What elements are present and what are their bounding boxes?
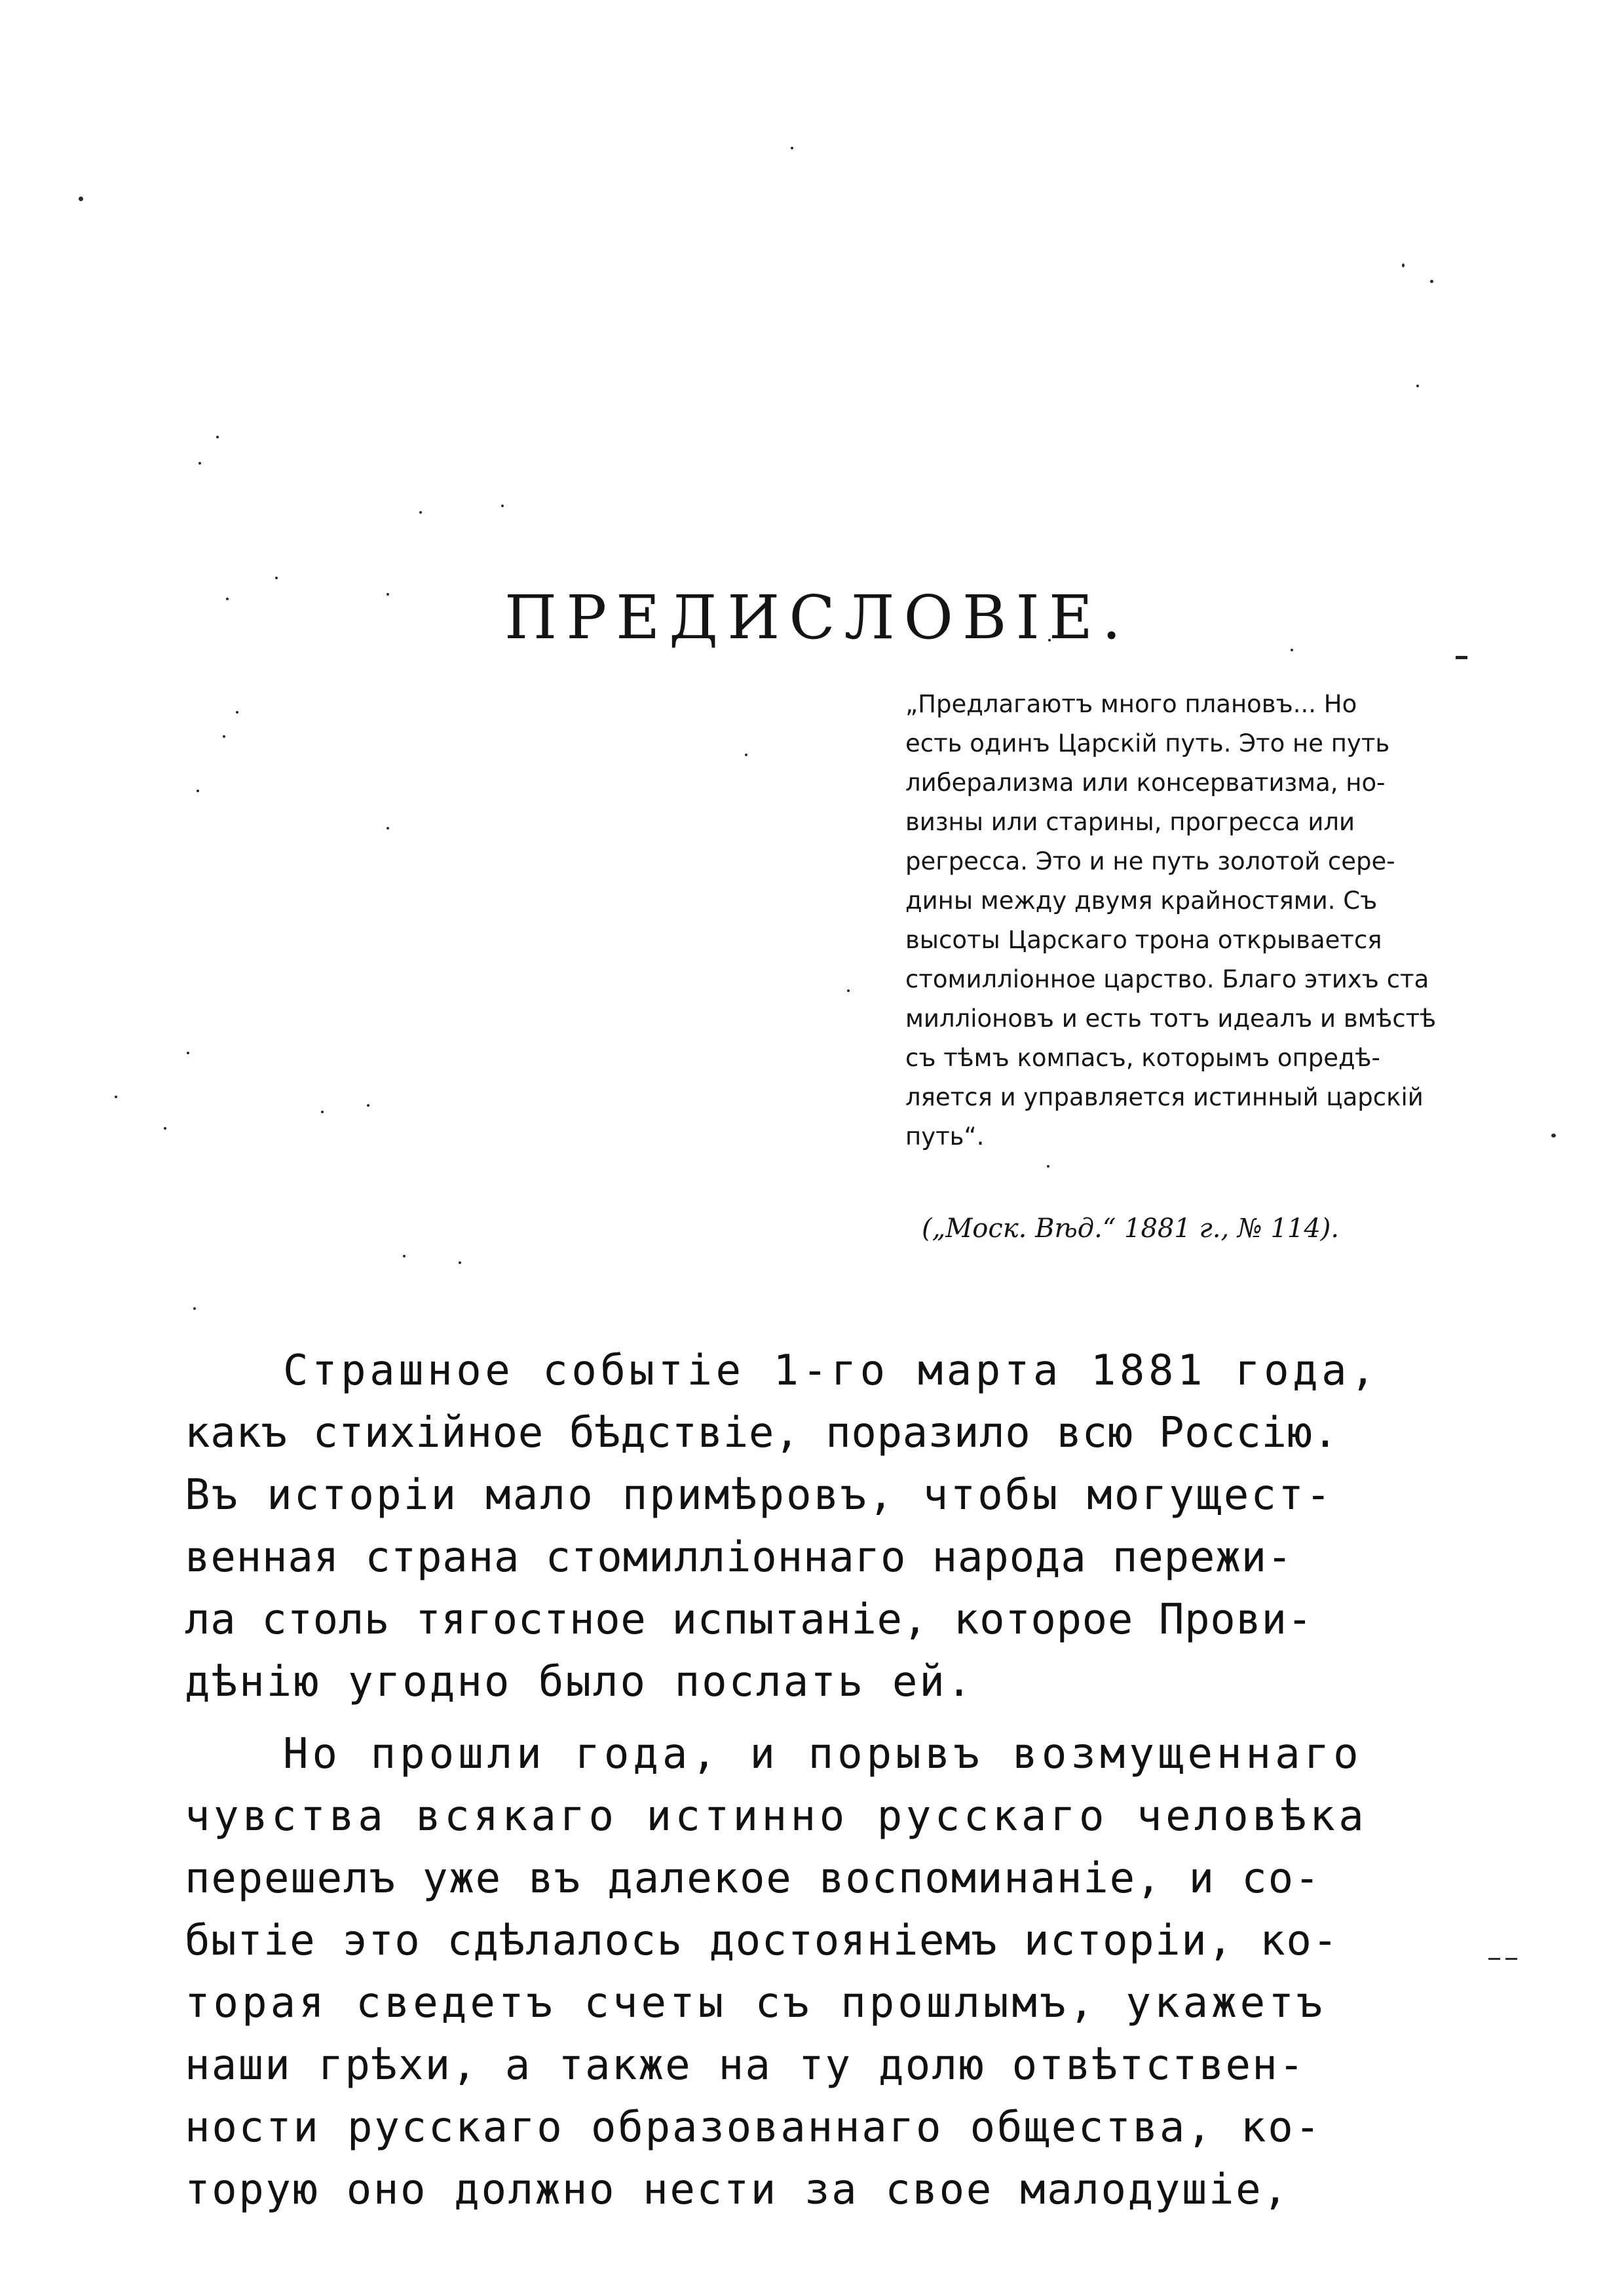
body-line: ности русскаго образованнаго общества, ко- <box>185 2103 1322 2152</box>
body-line: Страшное событіе 1-го марта 1881 года, <box>283 1347 1380 1395</box>
scan-speck <box>193 1307 196 1310</box>
scan-speck <box>1456 656 1467 659</box>
scan-speck <box>847 989 850 992</box>
scan-speck <box>745 754 747 756</box>
scan-speck <box>275 577 278 579</box>
scan-speck <box>403 1255 406 1257</box>
body-line: чувства всякаго истинно русскаго человѣка <box>185 1792 1368 1841</box>
epigraph-line: есть одинъ Царскій путь. Это не путь <box>905 729 1390 757</box>
scan-speck <box>1416 385 1419 387</box>
epigraph-line: путь“. <box>905 1122 985 1151</box>
scan-speck <box>1488 1958 1500 1960</box>
scan-speck <box>419 511 422 514</box>
scan-speck <box>1551 1134 1556 1138</box>
scan-speck <box>1047 1165 1049 1168</box>
body-line: Въ исторіи мало примѣровъ, чтобы могущест- <box>185 1471 1333 1520</box>
scan-speck <box>387 827 389 830</box>
epigraph-line: высоты Царскаго трона открывается <box>905 926 1382 954</box>
scan-speck <box>187 1052 189 1054</box>
scan-speck <box>226 598 229 600</box>
scan-speck <box>1505 1958 1517 1960</box>
scan-speck <box>501 505 504 507</box>
scan-speck <box>216 436 219 438</box>
scan-speck <box>459 1261 461 1264</box>
scan-speck <box>79 197 83 201</box>
body-line: наши грѣхи, а также на ту долю отвѣтствен- <box>185 2041 1306 2090</box>
body-line: Но прошли года, и порывъ возмущеннаго <box>283 1730 1363 1778</box>
body-line: бытіе это сдѣлалось достояніемъ исторіи, ко- <box>185 1917 1339 1965</box>
epigraph-line: ляется и управляется истинный царскій <box>905 1083 1424 1111</box>
body-line: ла столь тягостное испытаніе, которое Прови- <box>185 1596 1313 1644</box>
epigraph-line: милліоновъ и есть тотъ идеалъ и вмѣстѣ <box>905 1004 1437 1033</box>
body-line: дѣнію угодно было послать ей. <box>185 1658 974 1706</box>
epigraph-source: („Моск. Вѣд.“ 1881 г., № 114). <box>922 1214 1340 1244</box>
scan-speck <box>387 593 389 596</box>
scan-speck <box>164 1127 166 1130</box>
scan-speck <box>367 1104 369 1107</box>
epigraph-line: визны или старины, прогресса или <box>905 808 1355 836</box>
scan-speck <box>198 462 201 465</box>
page-title: ПРЕДИСЛОВІЕ. <box>504 582 1131 653</box>
scan-speck <box>236 711 238 714</box>
scan-speck <box>1402 263 1405 267</box>
body-line: перешелъ уже въ далекое воспоминаніе, и со- <box>185 1854 1321 1903</box>
scan-speck <box>223 735 225 738</box>
scan-speck <box>791 147 793 149</box>
scan-speck <box>197 790 199 792</box>
scan-speck <box>115 1096 117 1098</box>
scan-speck <box>321 1111 324 1113</box>
epigraph-line: регресса. Это и не путь золотой сере- <box>905 847 1395 875</box>
scan-speck <box>1291 649 1293 651</box>
body-line: какъ стихійное бѣдствіе, поразило всю Россію. <box>185 1409 1338 1457</box>
scan-speck <box>1430 280 1433 283</box>
epigraph-line: „Предлагаютъ много плановъ... Но <box>905 690 1357 718</box>
epigraph-line: съ тѣмъ компасъ, которымъ опредѣ- <box>905 1044 1380 1072</box>
epigraph-line: стомилліонное царство. Благо этихъ ста <box>905 965 1429 993</box>
body-line: венная страна стомилліоннаго народа пережи- <box>185 1533 1293 1582</box>
epigraph-line: дины между двумя крайностями. Съ <box>905 887 1378 915</box>
body-line: торая сведетъ счеты съ прошлымъ, укажетъ <box>185 1979 1326 2027</box>
epigraph-line: либерализма или консерватизма, но- <box>905 769 1386 797</box>
body-line: торую оно должно нести за свое малодушіе, <box>185 2166 1290 2214</box>
